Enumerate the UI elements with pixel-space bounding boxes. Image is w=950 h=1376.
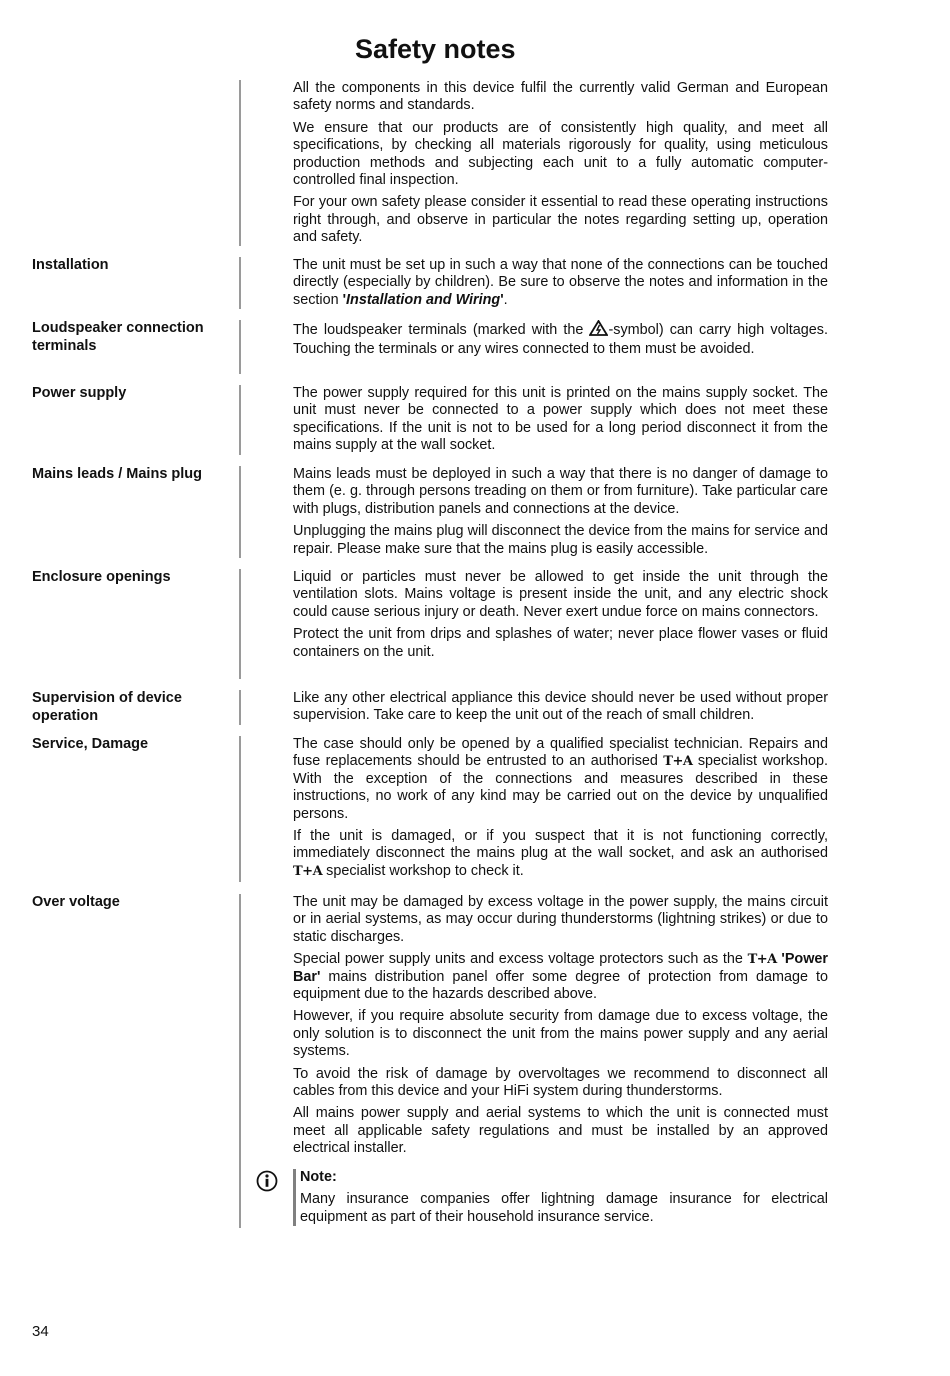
section-body <box>293 736 828 880</box>
section-label: Power supply <box>32 385 127 401</box>
section-rule <box>239 320 241 374</box>
section-label: Enclosure openings <box>32 569 171 585</box>
mains-leads-paragraph-1: Mains leads must be deployed in such a way that there is no danger of damage to them (e. g. through persons treading on them or from furniture). Take particular care with plugs, distribution panels and connections at the device. <box>293 466 828 517</box>
note-box <box>293 1169 828 1226</box>
over-voltage-paragraph-4: To avoid the risk of damage by overvoltages we recommend to disconnect all cables from this device and your HiFi system during thunderstorms. <box>293 1065 828 1100</box>
ta-brand-logo: T+A <box>663 754 693 770</box>
info-icon <box>256 1170 278 1197</box>
mains-leads-paragraph-2: Unplugging the mains plug will disconnect the device from the mains for service and repair. Please make sure that the mains plug is easily accessible. <box>293 523 828 557</box>
section-label: Loudspeaker connection terminals <box>32 320 204 354</box>
enclosure-paragraph-1: Liquid or particles must never be allowed to get inside the unit through the ventilation slots. Mains voltage is present inside the unit, and any electric shock could cause serious injury or death. Never exert undue force on mains connectors. <box>293 569 828 620</box>
mains-leads-section <box>0 466 950 558</box>
page-number: 34 <box>32 1323 49 1340</box>
section-rule <box>239 80 241 246</box>
section-rule <box>239 466 241 558</box>
section-label: Mains leads / Mains plug <box>32 466 203 482</box>
section-body <box>293 466 828 558</box>
installation-paragraph: The unit must be set up in such a way that none of the connections can be touched directly (especially by children). Be sure to observe the notes and information in the section 'Installation and Wiring'. <box>293 257 828 308</box>
intro-paragraph-1: All the components in this device fulfil the currently valid German and European safety norms and standards. <box>293 80 828 114</box>
section-body <box>293 320 828 359</box>
enclosure-section <box>0 569 950 679</box>
section-label: Installation <box>32 257 109 273</box>
ta-brand-logo: T+A <box>293 863 323 879</box>
section-body <box>293 690 828 725</box>
supervision-paragraph: Like any other electrical appliance this device should never be used without proper supervision. Take care to keep the unit out of the reach of small children. <box>293 690 828 724</box>
over-voltage-paragraph-5: All mains power supply and aerial systems to which the unit is connected must meet all applicable safety regulations and must be installed by an approved electrical installer. <box>293 1105 828 1157</box>
ta-brand-logo: T+A <box>747 952 777 968</box>
service-paragraph-2: If the unit is damaged, or if you suspect that it is not functioning correctly, immediately disconnect the mains plug at the wall socket, and ask an authorised T+A specialist workshop to check it. <box>293 828 828 879</box>
power-bar-product-name: 'Power Bar' <box>293 951 828 985</box>
intro-paragraph-2: We ensure that our products are of consistently high quality, and meet all specifications, by checking all materials rigorously for quality, using meticulous production methods and subjecting each unit to a fully automatic computer-controlled final inspection. <box>293 119 828 189</box>
over-voltage-paragraph-2: Special power supply units and excess voltage protectors such as the T+A 'Power Bar' mains distribution panel offer some degree of protection from damage to equipment due to the hazards described above. <box>293 951 828 1003</box>
section-body <box>293 569 828 661</box>
intro-paragraph-3: For your own safety please consider it essential to read these operating instructions right through, and observe in particular the notes regarding setting up, operation and safety. <box>293 194 828 246</box>
section-rule <box>239 385 241 455</box>
section-rule <box>239 736 241 882</box>
note-title: Note: <box>300 1168 337 1185</box>
section-body <box>293 80 828 247</box>
loudspeaker-paragraph: The loudspeaker terminals (marked with the -symbol) can carry high voltages. Touching the terminals or any wires connected to them must be avoided. <box>293 322 828 358</box>
over-voltage-paragraph-3: However, if you require absolute security from damage due to excess voltage, the only solution is to disconnect the unit from the mains power supply and any aerial systems. <box>293 1008 828 1060</box>
service-paragraph-1: The case should only be opened by a qualified specialist technician. Repairs and fuse replacements should be entrusted to an authorised T+A specialist workshop. With the exception of the connections and measures described in these instructions, no work of any kind may be carried out on the device by unqualified persons. <box>293 736 828 822</box>
section-rule <box>239 257 241 309</box>
page-title: Safety notes <box>355 34 516 64</box>
section-label: Over voltage <box>32 894 120 910</box>
intro-section <box>0 80 950 246</box>
section-rule <box>239 894 241 1228</box>
over-voltage-section <box>0 894 950 1228</box>
section-body <box>293 257 828 309</box>
service-section <box>0 736 950 882</box>
section-label: Supervision of device operation <box>32 690 182 724</box>
enclosure-paragraph-2: Protect the unit from drips and splashes of water; never place flower vases or fluid containers on the unit. <box>293 626 828 660</box>
installation-wiring-reference: Installation and Wiring <box>346 291 501 308</box>
supervision-section <box>0 690 950 725</box>
note-text: Many insurance companies offer lightning damage insurance for electrical equipment as part of their household insurance service. <box>300 1191 828 1225</box>
power-supply-section <box>0 385 950 455</box>
section-label: Service, Damage <box>32 736 149 752</box>
over-voltage-paragraph-1: The unit may be damaged by excess voltage in the power supply, the mains circuit or in aerial systems, as may occur during thunderstorms (lightning strikes) or due to static discharges. <box>293 894 828 945</box>
high-voltage-warning-icon <box>589 320 608 341</box>
section-rule <box>239 569 241 679</box>
loudspeaker-section <box>0 320 950 374</box>
power-supply-paragraph: The power supply required for this unit is printed on the mains supply socket. The unit must never be connected to a power supply which does not meet these specifications. If the unit is not to be used for a long period disconnect it from the mains supply at the wall socket. <box>293 385 828 454</box>
section-body <box>293 385 828 455</box>
section-body <box>293 894 828 1226</box>
section-rule <box>239 690 241 725</box>
installation-section <box>0 257 950 309</box>
